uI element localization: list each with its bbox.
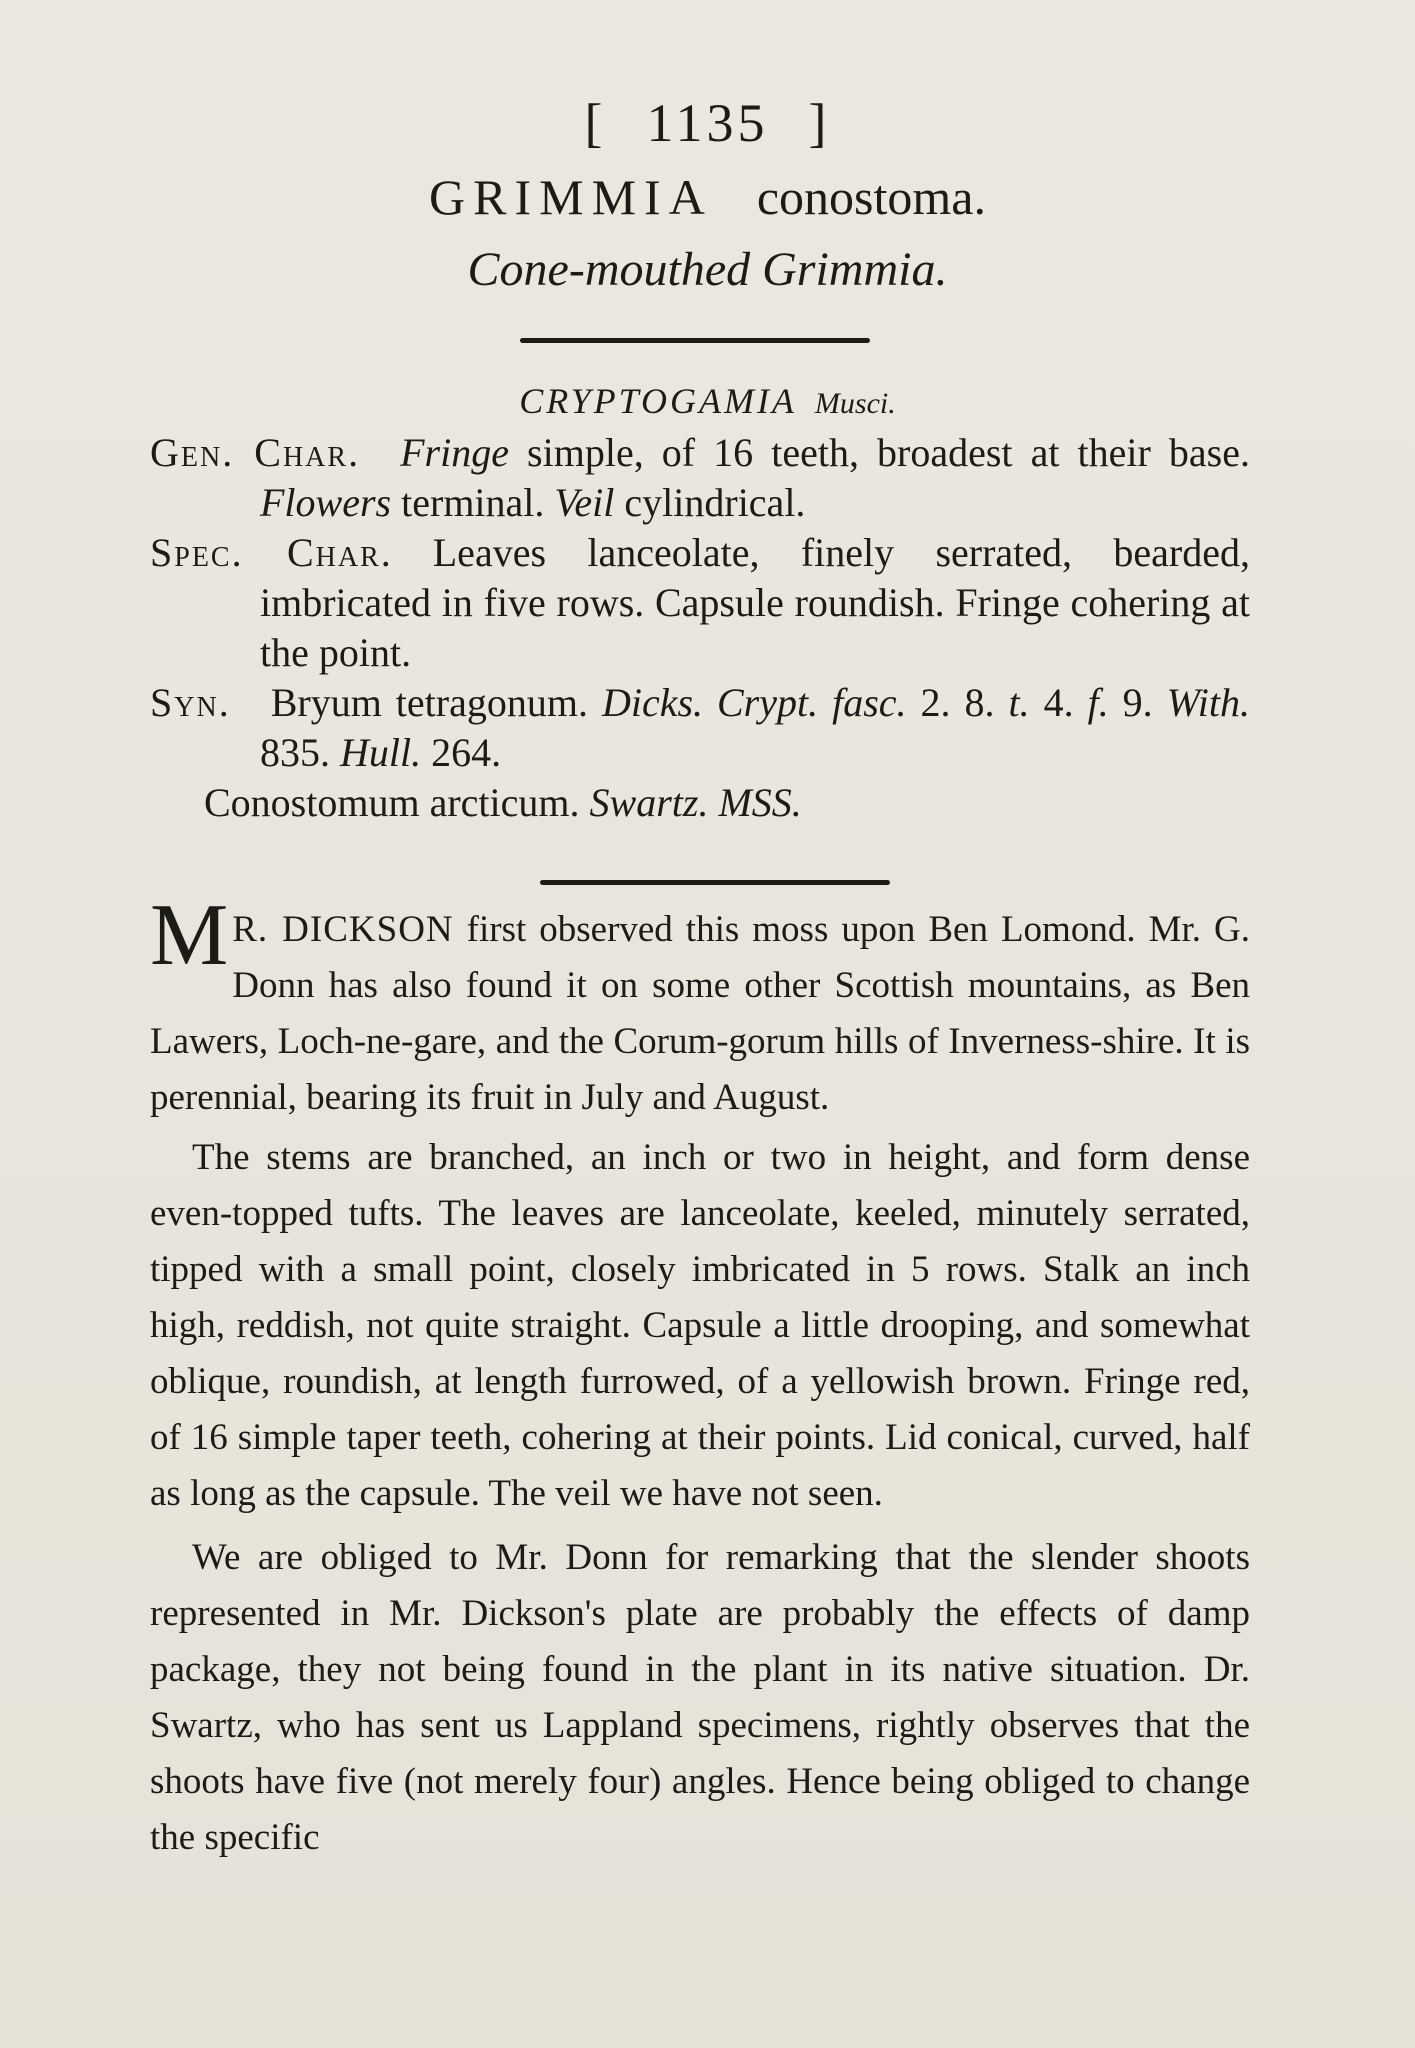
generic-character — [150, 428, 1250, 528]
paragraph-1 — [150, 887, 1250, 1126]
syn-ref: Swartz. MSS. — [589, 780, 802, 825]
syn-text: Conostomum arcticum. — [204, 780, 590, 825]
divider-top — [520, 338, 870, 343]
syn-ref: t. — [1008, 680, 1030, 725]
open-bracket: [ — [584, 93, 607, 153]
syn-text: 4. — [1029, 680, 1088, 725]
paragraph-3: We are obliged to Mr. Donn for remarking that the slender shoots represented in Mr. Dickson's plate are probably the effects of damp package, they not being found in the plant in its native situation. Dr. Swartz, who has sent us Lappland specimens, rightly observes that the shoots have five (not merely four) angles. Hence being obliged to change the specific — [150, 1537, 1250, 1858]
gen-char-text: simple, of 16 teeth, broadest at their base. — [508, 430, 1251, 475]
page-title — [0, 168, 1415, 226]
genus-name: GRIMMIA — [429, 169, 713, 225]
close-bracket: ] — [808, 93, 831, 153]
species-name: conostoma. — [756, 169, 986, 225]
gen-char-label: Gen. Char. — [150, 430, 361, 475]
classis-main: CRYPTOGAMIA — [519, 381, 797, 421]
syn-label: Syn. — [150, 680, 231, 725]
synonymy-line-2 — [150, 778, 1250, 828]
gen-char-word: Fringe — [400, 430, 509, 475]
gen-char-text: cylindrical. — [614, 480, 806, 525]
classis-sub: Musci. — [814, 387, 896, 420]
classification — [0, 380, 1415, 422]
synonymy — [150, 678, 1250, 778]
syn-text: Bryum tetragonum. — [270, 680, 602, 725]
specific-character — [150, 528, 1250, 678]
description-body — [150, 887, 1250, 1866]
syn-text: 835. — [260, 730, 340, 775]
paragraph-2: The stems are branched, an inch or two in height, and form dense even-topped tufts. The leaves are lanceolate, keeled, minutely serrated, tipped with a small point, closely imbricated in 5 rows. Stalk an inch high, reddish, not quite straight. Capsule a little drooping, and somewhat oblique, roundish, at length furrowed, of a yellowish brown. Fringe red, of 16 simple taper teeth, cohering at their points. Lid conical, curved, half as long as the capsule. The veil we have not seen. — [150, 1137, 1250, 1514]
gen-char-word: Veil — [554, 480, 615, 525]
syn-text: 9. — [1108, 680, 1167, 725]
spec-char-label: Spec. Char. — [150, 530, 393, 575]
syn-ref: f. — [1087, 680, 1109, 725]
syn-ref: Dicks. Crypt. fasc. — [601, 680, 907, 725]
spec-char-text: Leaves lanceolate, finely serrated, bearded, imbricated in five rows. Capsule roundish. Fringe cohering at the point. — [260, 530, 1250, 675]
name-caps: R. DICKSON — [232, 909, 454, 950]
syn-text: 264. — [421, 730, 502, 775]
syn-ref: Hull. — [340, 730, 422, 775]
divider-bottom — [540, 880, 890, 885]
character-block — [150, 428, 1250, 828]
syn-ref: With. — [1166, 680, 1251, 725]
common-name: Cone-mouthed Grimmia. — [467, 243, 948, 296]
gen-char-text: terminal. — [391, 480, 555, 525]
syn-text: 2. 8. — [906, 680, 1009, 725]
gen-char-word: Flowers — [260, 480, 392, 525]
page-number: 1135 — [646, 93, 769, 153]
page-number-header — [0, 92, 1415, 154]
drop-cap: M — [150, 887, 229, 984]
paragraph-1-text: first observed this moss upon Ben Lomond. Mr. G. Donn has also found it on some other Scottish mountains, as Ben Lawers, Loch-ne-gare, and the Corum-gorum hills of Inverness-shire. It is perennial, bearing its fruit in July and August. — [150, 909, 1250, 1118]
